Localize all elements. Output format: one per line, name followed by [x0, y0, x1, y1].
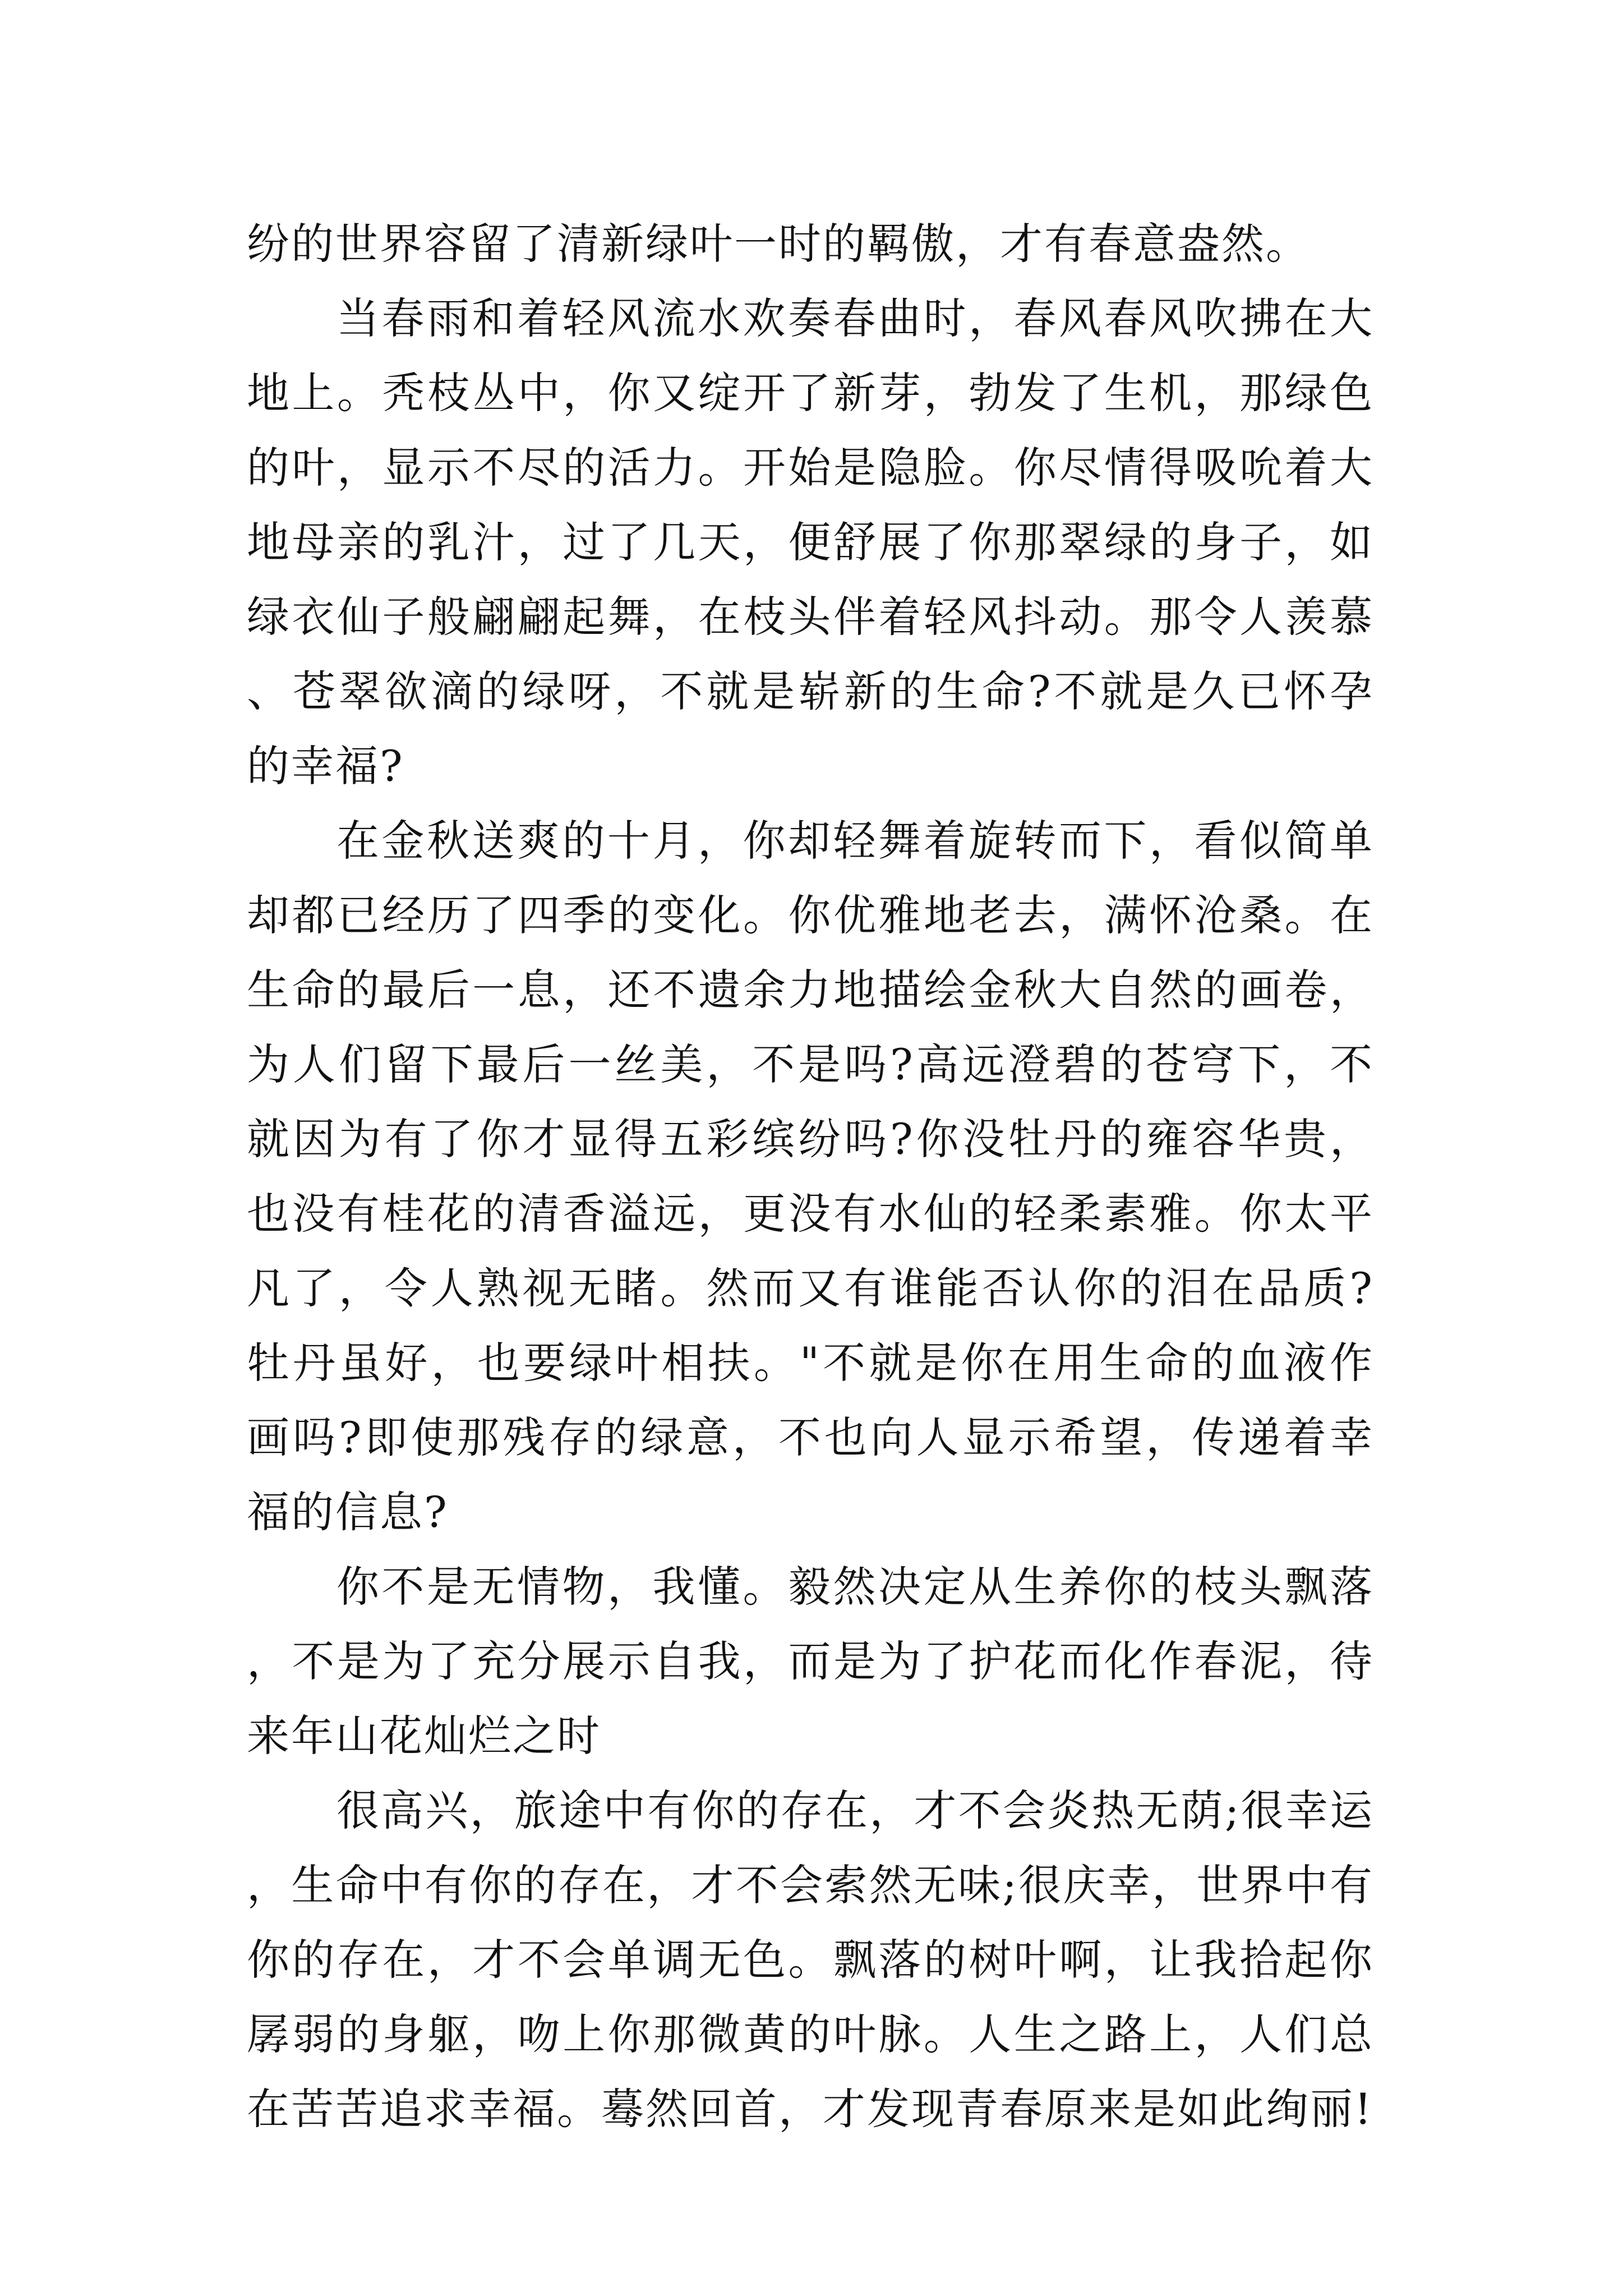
paragraph-continuation: 纷的世界容留了清新绿叶一时的羁傲，才有春意盎然。: [247, 219, 1310, 269]
paragraph-conclusion: 很高兴，旅途中有你的存在，才不会炎热无荫;很幸运，生命中有你的存在，才不会索然无味;很庆幸，世界中有你的存在，才不会单调无色。飘落的树叶啊，让我拾起你孱弱的身躯，吻上你那微黄的叶脉。人生之路上，人们总在苦苦追求幸福。蓦然回首，才发现青春原来是如此绚丽!: [247, 1786, 1374, 2134]
paragraph-autumn: 在金秋送爽的十月，你却轻舞着旋转而下，看似简单却都已经历了四季的变化。你优雅地老去，满怀沧桑。在生命的最后一息，还不遗余力地描绘金秋大自然的画卷，为人们留下最后一丝美，不是吗?高远澄碧的苍穹下，不就因为有了你才显得五彩缤纷吗?你没牡丹的雍容华贵，也没有桂花的清香溢远，更没有水仙的轻柔素雅。你太平凡了，令人熟视无睹。然而又有谁能否认你的泪在品质?牡丹虽好，也要绿叶相扶。"不就是你在用生命的血液作画吗?即使那残存的绿意，不也向人显示希望，传递着幸福的信息?: [247, 816, 1374, 1537]
paragraph-falling: 你不是无情物，我懂。毅然决定从生养你的枝头飘落，不是为了充分展示自我，而是为了护花而化作春泥，待来年山花灿烂之时: [247, 1562, 1374, 1761]
document-body: [247, 206, 1374, 2146]
paragraph-spring: 当春雨和着轻风流水欢奏春曲时，春风春风吹拂在大地上。秃枝丛中，你又绽开了新芽，勃发了生机，那绿色的叶，显示不尽的活力。开始是隐脸。你尽情得吸吮着大地母亲的乳汁，过了几天，便舒展了你那翠绿的身子，如绿衣仙子般翩翩起舞，在枝头伴着轻风抖动。那令人羡慕、苍翠欲滴的绿呀，不就是崭新的生命?不就是久已怀孕的幸福?: [247, 293, 1374, 791]
